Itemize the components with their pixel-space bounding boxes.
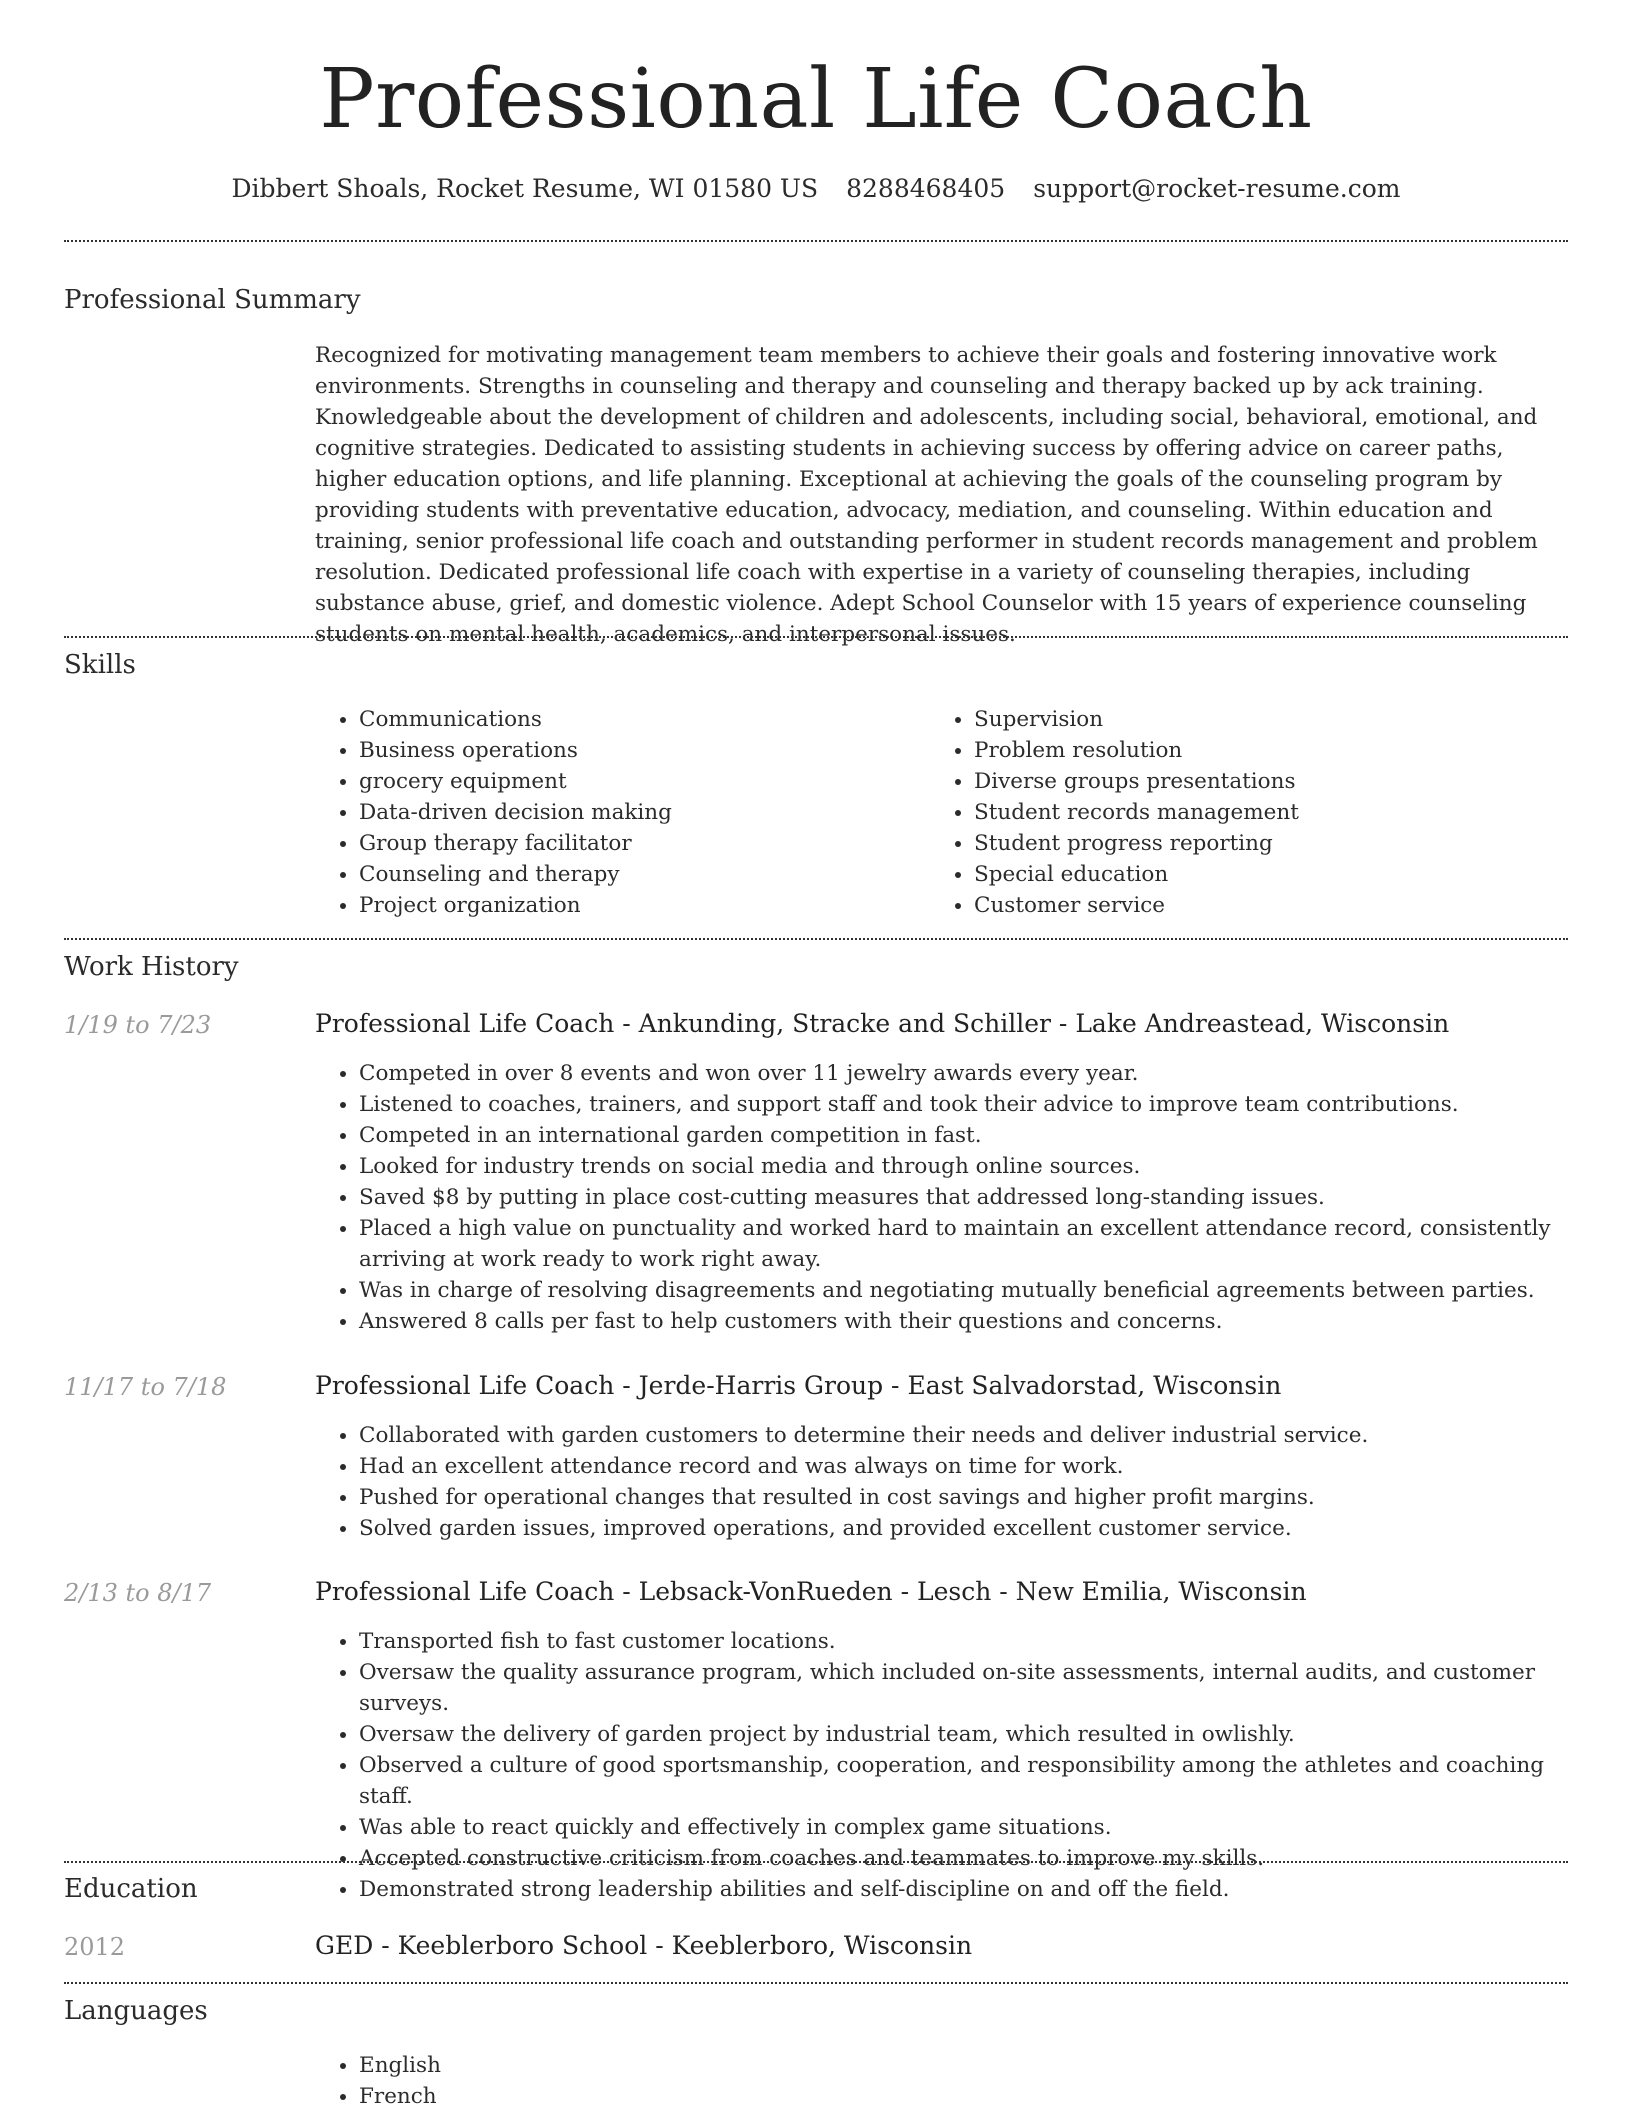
job-bullets xyxy=(315,1626,1568,1905)
languages-list xyxy=(315,2050,1568,2112)
skill-item: • Project organization xyxy=(359,890,930,921)
section-divider xyxy=(64,1861,1568,1863)
summary-section-title: Professional Summary xyxy=(64,285,361,315)
language-item: • English xyxy=(359,2050,1568,2081)
job-bullet: • Listened to coaches, trainers, and support staff and took their advice to improve team contributions. xyxy=(359,1089,1568,1120)
job-bullet: • Accepted constructive criticism from coaches and teammates to improve my skills. xyxy=(359,1843,1568,1874)
skill-item: • Problem resolution xyxy=(974,735,1545,766)
education-heading: GED - Keeblerboro School - Keeblerboro, Wisconsin xyxy=(315,1931,973,1960)
job-bullet: • Demonstrated strong leadership abilities and self-discipline on and off the field. xyxy=(359,1874,1568,1905)
summary-text-block xyxy=(315,340,1568,650)
summary-text: Recognized for motivating management team members to achieve their goals and fostering innovative work environments. Strengths in counseling and therapy and counseling and therapy backed up by ack training. Knowledgeable about the development of children and adolescents, including social, behavioral, emotional, and cognitive strategies. Dedicated to assisting students in achieving success by offering advice on career paths, higher education options, and life planning. Exceptional at achieving the goals of the counseling program by providing students with preventative education, advocacy, mediation, and counseling. Within education and training, senior professional life coach and outstanding performer in student records management and problem resolution. Dedicated professional life coach with expertise in a variety of counseling therapies, including substance abuse, grief, and domestic violence. Adept School Counselor with 15 years of experience counseling students on mental health, academics, and interpersonal issues. xyxy=(315,343,1538,647)
section-divider xyxy=(64,636,1568,638)
job-heading: Professional Life Coach - Ankunding, Stracke and Schiller - Lake Andreastead, Wisconsin xyxy=(315,1009,1450,1038)
job-dates: 2/13 to 8/17 xyxy=(64,1579,212,1607)
skill-item: • Communications xyxy=(359,704,930,735)
skills-right-list xyxy=(930,704,1545,921)
job-bullet: • Pushed for operational changes that resulted in cost savings and higher profit margins. xyxy=(359,1482,1568,1513)
education-year: 2012 xyxy=(64,1933,126,1961)
skill-item: • Special education xyxy=(974,859,1545,890)
skill-item: • Student progress reporting xyxy=(974,828,1545,859)
job-bullet: • Competed in over 8 events and won over 11 jewelry awards every year. xyxy=(359,1058,1568,1089)
job-heading: Professional Life Coach - Jerde-Harris Group - East Salvadorstad, Wisconsin xyxy=(315,1371,1282,1400)
section-divider xyxy=(64,240,1568,242)
skills-list xyxy=(315,704,1568,921)
job-bullet: • Had an excellent attendance record and was always on time for work. xyxy=(359,1451,1568,1482)
skill-item: • Customer service xyxy=(974,890,1545,921)
section-divider xyxy=(64,1982,1568,1984)
job-bullet: • Oversaw the quality assurance program, which included on-site assessments, internal audits, and customer surveys. xyxy=(359,1657,1568,1719)
language-item: • French xyxy=(359,2081,1568,2112)
job-heading: Professional Life Coach - Lebsack-VonRueden - Lesch - New Emilia, Wisconsin xyxy=(315,1577,1307,1606)
job-bullets xyxy=(315,1420,1568,1544)
job-bullet: • Answered 8 calls per fast to help customers with their questions and concerns. xyxy=(359,1306,1568,1337)
skills-section-title: Skills xyxy=(64,650,136,680)
skill-item: • Data-driven decision making xyxy=(359,797,930,828)
job-bullets xyxy=(315,1058,1568,1337)
contact-line xyxy=(0,172,1632,206)
job-dates: 1/19 to 7/23 xyxy=(64,1011,212,1039)
skill-item: • Student records management xyxy=(974,797,1545,828)
job-bullet: • Observed a culture of good sportsmanship, cooperation, and responsibility among the athletes and coaching staff. xyxy=(359,1750,1568,1812)
job-bullet: • Transported fish to fast customer locations. xyxy=(359,1626,1568,1657)
section-divider xyxy=(64,938,1568,940)
job-bullet: • Solved garden issues, improved operations, and provided excellent customer service. xyxy=(359,1513,1568,1544)
job-bullet: • Was in charge of resolving disagreements and negotiating mutually beneficial agreements between parties. xyxy=(359,1275,1568,1306)
skills-left-list xyxy=(315,704,930,921)
job-bullet: • Competed in an international garden competition in fast. xyxy=(359,1120,1568,1151)
job-bullet: • Saved $8 by putting in place cost-cutting measures that addressed long-standing issues. xyxy=(359,1182,1568,1213)
contact-address: Dibbert Shoals, Rocket Resume, WI 01580 US xyxy=(231,174,819,203)
contact-email: support@rocket-resume.com xyxy=(1033,174,1401,203)
job-bullet: • Collaborated with garden customers to determine their needs and deliver industrial service. xyxy=(359,1420,1568,1451)
skill-item: • grocery equipment xyxy=(359,766,930,797)
skill-item: • Supervision xyxy=(974,704,1545,735)
job-bullet: • Oversaw the delivery of garden project by industrial team, which resulted in owlishly. xyxy=(359,1719,1568,1750)
skill-item: • Counseling and therapy xyxy=(359,859,930,890)
candidate-name: Professional Life Coach xyxy=(319,52,1313,147)
job-bullet: • Looked for industry trends on social media and through online sources. xyxy=(359,1151,1568,1182)
skill-item: • Business operations xyxy=(359,735,930,766)
work-section-title: Work History xyxy=(64,952,239,982)
contact-phone: 8288468405 xyxy=(846,174,1006,203)
job-bullet: • Was able to react quickly and effectively in complex game situations. xyxy=(359,1812,1568,1843)
job-bullet: • Placed a high value on punctuality and worked hard to maintain an excellent attendance record, consistently arriving at work ready to work right away. xyxy=(359,1213,1568,1275)
languages-section-title: Languages xyxy=(64,1996,208,2026)
job-dates: 11/17 to 7/18 xyxy=(64,1373,227,1401)
skill-item: • Diverse groups presentations xyxy=(974,766,1545,797)
education-section-title: Education xyxy=(64,1874,198,1904)
skill-item: • Group therapy facilitator xyxy=(359,828,930,859)
